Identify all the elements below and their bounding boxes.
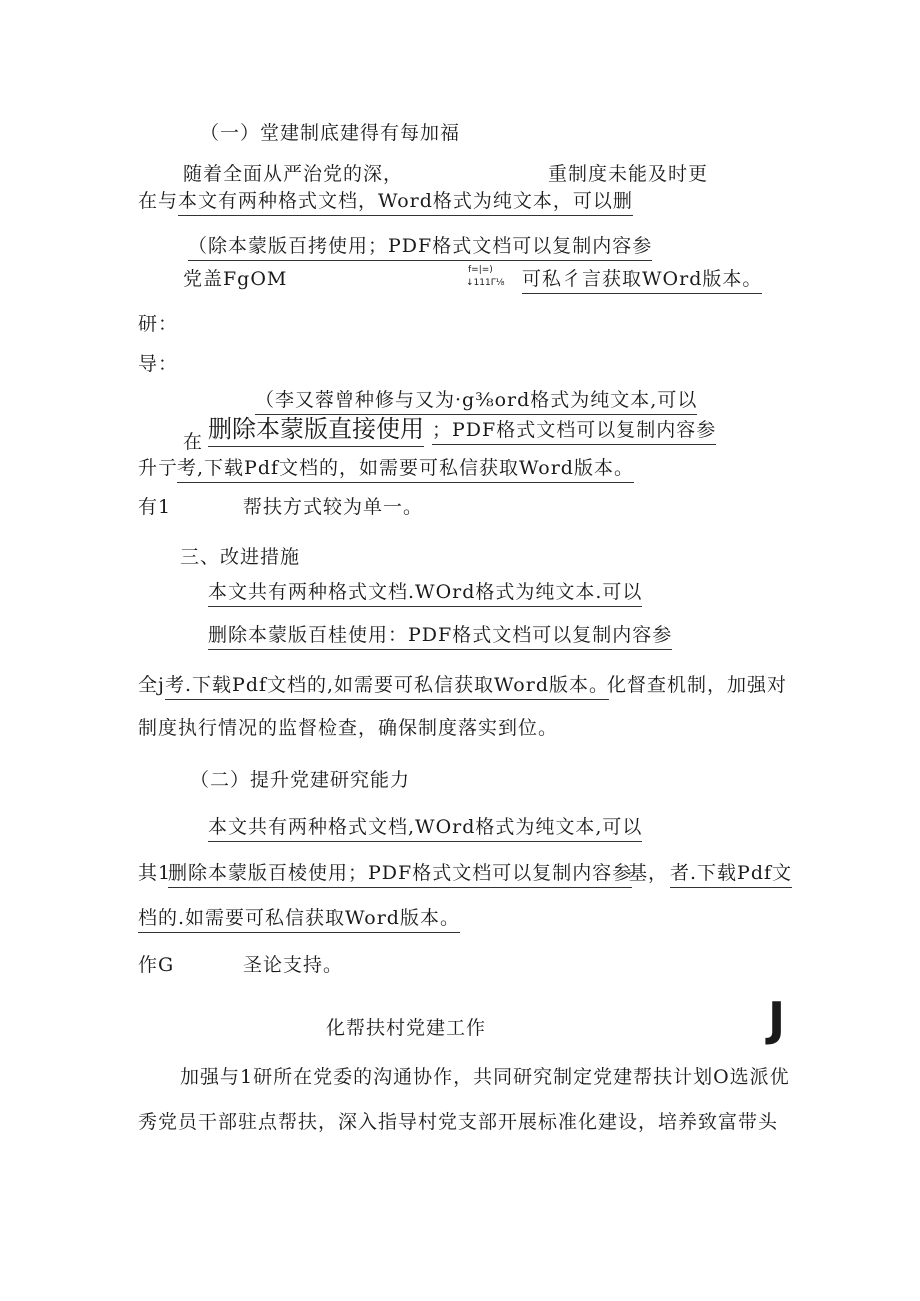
paragraph-line: 制度执行情况的监督检查，确保制度落实到位。 [138,717,559,739]
paragraph-line: 帮扶方式较为单一。 [243,496,424,518]
watermark-text: （李又蓉曾种修与又为·g⅜ord格式为纯文本,可以 [255,388,697,415]
watermark-text: 本文共有两种格式文档,WOrd格式为纯文本,可以 [208,815,642,842]
section-heading-2: （二）提升党建研究能力 [190,769,411,791]
paragraph-line: 重制度未能及时更 [548,163,709,185]
paragraph-line: 在与 [138,190,179,212]
watermark-text: 者.下载Pdf文 [670,861,792,888]
paragraph-line: 在 [183,431,204,453]
paragraph-line: 其1 [138,862,172,884]
watermark-text: ；PDF格式文档可以复制内容参 [432,418,716,445]
paragraph-line: 全j [138,674,165,696]
stamp-fragment: f=|=) [468,265,493,275]
watermark-text: 考.下载Pdf文档的,如需要可私信获取Word版本。 [165,673,609,700]
watermark-text: 本文有两种格式文档，Word格式为纯文本，可以删 [178,189,633,216]
stamp-fragment: ↓111Γ⅛ [466,278,505,288]
watermark-text: （除本蒙版百拷使用；PDF格式文档可以复制内容参 [188,234,652,261]
paragraph-line: 随着全面从严治党的深， [183,163,404,185]
section-heading-3: 三、改进措施 [180,546,301,568]
watermark-text: 删除本蒙版百桂使用：PDF格式文档可以复制内容参 [208,623,672,650]
paragraph-line: 党盖FgOM [183,268,288,290]
watermark-text: 本文共有两种格式文档.WOrd格式为纯文本.可以 [208,580,642,607]
paragraph-line: 基， [628,862,669,884]
paragraph-line: 有1 [138,496,172,518]
paragraph-line: 秀党员干部驻点帮扶，深入指导村党支部开展标准化建设，培养致富带头 [138,1111,779,1133]
paragraph-line: 化督查机制，加强对 [607,674,788,696]
paragraph-line: 升亍 [138,457,179,479]
j-mark: J [768,992,786,1046]
watermark-stamp-text: 删除本蒙版直接使用 [208,414,424,447]
section-heading-1: （一）堂建制底建得有每加福 [200,122,461,144]
paragraph-line: 研： [138,313,179,335]
paragraph-line: 加强与1研所在党委的沟通协作，共同研究制定党建帮扶计划O选派优 [180,1066,790,1088]
section-heading: 化帮扶村党建工作 [326,1017,487,1039]
watermark-text: 删除本蒙版百棱使用；PDF格式文档可以复制内容参 [168,861,632,888]
paragraph-line: 作G [138,954,175,976]
watermark-text: 档的.如需要可私信获取Word版本。 [138,906,460,933]
paragraph-line: 导： [138,353,179,375]
paragraph-line: 圣论支持。 [243,954,344,976]
watermark-text: 考,下载Pdf文档的，如需要可私信获取Word版本。 [177,456,634,483]
watermark-text: 可私彳言获取WOrd版本。 [522,267,762,294]
